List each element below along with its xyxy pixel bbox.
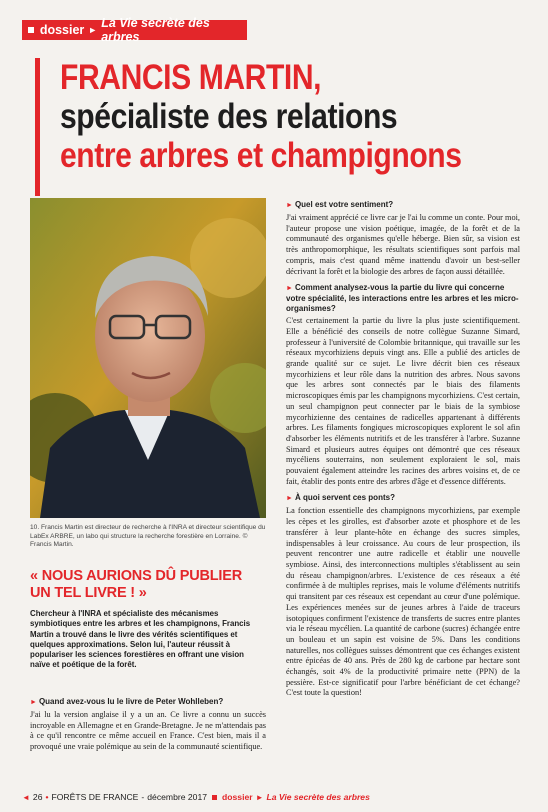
question-text: Comment analysez-vous la partie du livre qui concerne votre spécialité, les interactions entre les arbres et les micro-organismes? — [286, 283, 519, 314]
magazine-name: FORÊTS DE FRANCE — [51, 792, 139, 802]
series-label: La Vie secrète des arbres — [101, 16, 210, 44]
article-title — [35, 58, 510, 196]
square-bullet-icon — [212, 795, 217, 800]
interview-question — [30, 697, 266, 708]
title-line-2: spécialiste des relations — [60, 97, 398, 136]
separator-dash: - — [141, 792, 145, 802]
interview-answer: C'est certainement la partie du livre la plus juste scientifiquement. Elle a bénéficié des conseils de notre collègue Suzanne Simard, professeur à l'université de Colombie britannique, qui travaille sur les réseaux mycorhiziens depuis vingt ans. Elle a publié des articles de grande qualité sur ce sujet. Le livre décrit bien ces réseaux mycorhiziens et leur rôle dans la nutrition des arbres. Nous savons que les arbres sont connectés par le biais des filaments microscopiques émis par les champignons mycorhiziens. C'est certain, un seul champignon peut connecter par le biais de la symbiose mycorhizienne des centaines de radicelles appartenant à différents arbres. Les filaments fongiques microscopiques explorent le sol afin d'absorber les éléments nutritifs et de les transférer à l'arbre. Suzanne Simard et plusieurs autres équipes ont démontré que ces réseaux mycéliens souterrains, non seulement exploraient le sol, mais pouvaient également atteindre les racines des arbres voisins et, de ce fait, établir des ponts entre des arbres d'âge et d'essence différents. — [286, 316, 520, 486]
interview-answer: J'ai vraiment apprécié ce livre car je l'ai lu comme un conte. Pour moi, l'auteur propose une vision poétique, imagée, de la forêt et de la communauté des organismes qu'elle héberge. Bien sûr, sa vision est très anthropomorphique, les résultats scientifiques sont parfois mal compris, mais c'est quand même inattendu d'avoir un best-seller décrivant la forêt et la biologie des arbres de façon aussi détaillée. — [286, 213, 520, 276]
pull-quote — [30, 568, 266, 602]
triangle-right-icon: ► — [286, 285, 293, 293]
triangle-left-icon: ◄ — [22, 792, 30, 802]
portrait-illustration — [30, 198, 266, 518]
triangle-right-icon: ► — [30, 699, 37, 706]
interview-question — [286, 283, 520, 314]
section-rubric — [22, 16, 247, 44]
issue-date: décembre 2017 — [147, 792, 208, 802]
photo-caption: 10. Francis Martin est directeur de recherche à l'INRA et directeur scientifique du LabEx ARBRE, un labo qui structure la recherche forestière en Lorraine. © Francis Martin. — [30, 524, 266, 548]
section-label: dossier — [39, 23, 85, 37]
separator-icon: • — [45, 792, 49, 802]
page-footer — [22, 790, 502, 804]
triangle-right-icon: ► — [286, 202, 293, 209]
triangle-right-icon: ► — [88, 25, 98, 35]
quote-line-1: « NOUS AURIONS DÛ PUBLIER — [30, 568, 242, 584]
interview-answer: La fonction essentielle des champignons mycorhiziens, par exemple les cèpes et les girolles, est d'absorber azote et phosphore et de les transférer à leur plante-hôte en échange des sucres simples, indispensables à leur croissance. Au cours de leur prospection, ils peuvent rencontrer une autre radicelle et établir une nouvelle symbiose. Ainsi, des interconnections multiples s'établissent au sein du réseau champignon/arbres. L'existence de ces réseaux a été confirmée à de multiples reprises, mais le volume d'éléments nutritifs qui transitent par ces réseaux est cependant au cœur d'une polémique. Les expériences menées sur de jeunes arbres à l'aide de traceurs isotopiques confirment l'existence de transferts de sucres entre plantes via le réseau mycélien. La quantité de carbone (sucres) échangée entre un bouleau et un sapin est voisine de 5%. Dans les conditions naturelles, nos collègues suisses démontrent que ces échanges existent entre épicéas de 40 ans. Près de 280 kg de carbone par hectare sont échangés, soit 4% de la productivité primaire nette (PPN) de la pessière. Est-ce significatif pour l'arbre bénéficiant de cet échange? C'est toute la question! — [286, 506, 520, 698]
quote-line-2: UN TEL LIVRE ! » — [30, 585, 147, 601]
question-text: Quel est votre sentiment? — [294, 200, 394, 209]
interview-question — [286, 493, 520, 504]
title-line-3: entre arbres et champignons — [60, 136, 462, 175]
article-lead: Chercheur à l'INRA et spécialiste des mécanismes symbiotiques entre les arbres et les champignons, Francis Martin a trouvé dans le livre des vérités scientifiques et quelques approximations. Selon lui, l'auteur réussit à populariser les sciences forestières en offrant une vision naïve et poétique de la forêt. — [30, 609, 251, 670]
question-text: Quand avez-vous lu le livre de Peter Wohlleben? — [38, 697, 224, 706]
triangle-right-icon: ► — [286, 495, 293, 503]
footer-section: dossier — [222, 792, 253, 802]
square-bullet-icon — [28, 27, 34, 33]
interview-block-1 — [30, 697, 266, 753]
interview-question — [286, 200, 520, 211]
right-column — [286, 198, 520, 705]
triangle-right-icon: ► — [255, 792, 264, 802]
interview-answer: J'ai lu la version anglaise il y a un an. Ce livre a connu un succès incroyable en Allemagne et en Grande-Bretagne. Je ne m'attendais pas à ce qu'il rencontre ce même accueil en France. C'est bien, mais il a provoqué une vraie polémique au sein de la communauté scientifique. — [30, 710, 266, 752]
title-line-1: FRANCIS MARTIN, — [60, 58, 322, 97]
page-number: 26 — [32, 792, 43, 802]
portrait-photo — [30, 198, 266, 518]
footer-series: La Vie secrète des arbres — [266, 792, 370, 802]
question-text: À quoi servent ces ponts? — [294, 493, 395, 503]
